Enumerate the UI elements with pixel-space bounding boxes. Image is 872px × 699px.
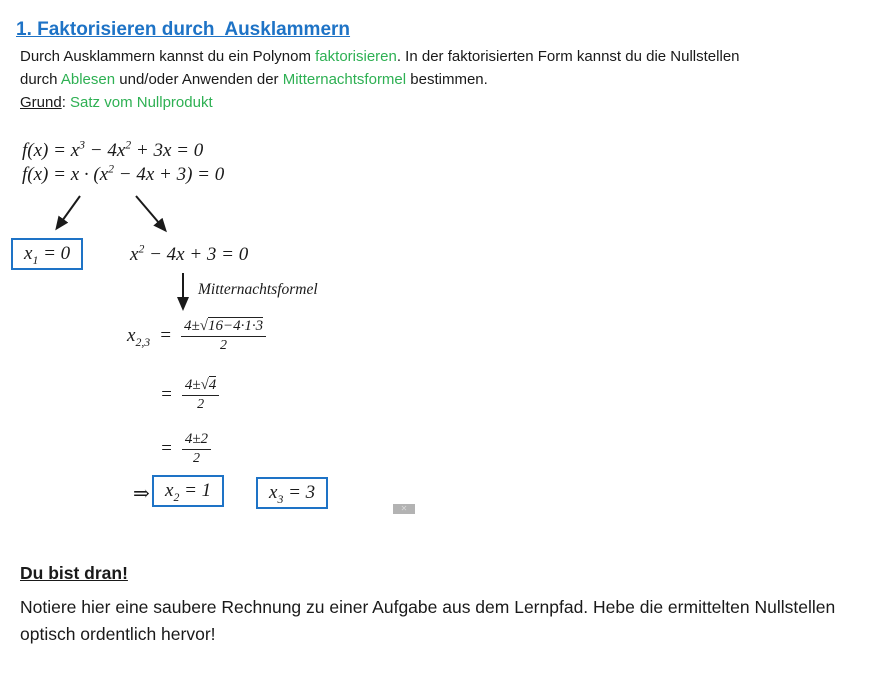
highlight-mitternachtsformel: Mitternachtsformel bbox=[282, 71, 407, 88]
intro-line-1 bbox=[20, 45, 830, 68]
fraction: $\frac{4\pm 2}{2}$ bbox=[182, 430, 211, 468]
page-title: 1. Faktorisieren durch Ausklammern bbox=[16, 18, 351, 40]
intro-paragraph bbox=[20, 45, 830, 114]
solution-box-x1: $x_1 = 0$ bbox=[11, 238, 83, 270]
highlight-satz-vom-nullprodukt: Satz vom Nullprodukt bbox=[70, 94, 213, 111]
intro-line-3 bbox=[20, 91, 830, 114]
arrow-down-left-icon bbox=[57, 196, 80, 228]
arrow-down-right-icon bbox=[136, 196, 165, 230]
intro-text: und/oder Anwenden der bbox=[115, 71, 283, 88]
calc-step-3 bbox=[160, 430, 211, 468]
equation-original: $f(x) = x^3 - 4x^2 + 3x = 0$ bbox=[22, 138, 204, 161]
intro-text: bestimmen. bbox=[406, 71, 488, 88]
object-handle-icon[interactable]: ✕ bbox=[393, 504, 415, 514]
task-heading: Du bist dran! bbox=[20, 563, 128, 583]
equals-sign: = bbox=[160, 437, 173, 459]
sqrt-sign: √ bbox=[200, 377, 209, 393]
calc-step-1: $x_{2,3}$ = $\frac{4\pm√16-4\cdot 1\cdot 3}{2}$ bbox=[127, 317, 266, 355]
implies-arrow: ⇒ bbox=[133, 483, 150, 505]
solution-box-x2: $x_2 = 1$ bbox=[152, 475, 224, 507]
intro-text: : bbox=[61, 94, 71, 111]
highlight-ablesen: Ablesen bbox=[60, 71, 116, 88]
fraction: $\frac{4\pm√16-4\cdot 1\cdot 3}{2}$ bbox=[181, 317, 266, 355]
solution-box-x3: $x_3 = 3$ bbox=[256, 477, 328, 509]
equals-sign: = bbox=[160, 383, 173, 405]
equation-factored: $f(x) = x \cdot (x^2 - 4x + 3) = 0$ bbox=[22, 162, 225, 185]
fraction: $\frac{4\pm√4}{2}$ bbox=[182, 376, 219, 414]
highlight-faktorisieren: faktorisieren bbox=[315, 48, 397, 65]
grund-label: Grund bbox=[20, 94, 62, 111]
intro-text: Durch Ausklammern kannst du ein Polynom bbox=[20, 48, 316, 65]
equation-quadratic: $x^2 - 4x + 3 = 0$ bbox=[130, 242, 249, 265]
arrow-label-mitternachtsformel: Mitternachtsformel bbox=[198, 281, 318, 298]
equals-sign: = bbox=[159, 324, 172, 346]
intro-text: durch bbox=[20, 71, 61, 88]
calc-step-2 bbox=[160, 376, 219, 414]
intro-text: . In der faktorisierten Form kannst du die Nullstellen bbox=[396, 48, 740, 65]
sqrt-sign: √ bbox=[199, 318, 208, 334]
task-paragraph: Notiere hier eine saubere Rechnung zu einer Aufgabe aus dem Lernpfad. Hebe die ermittelten Nullstellen optisch ordentlich hervor! bbox=[20, 597, 836, 644]
intro-line-2 bbox=[20, 68, 830, 91]
